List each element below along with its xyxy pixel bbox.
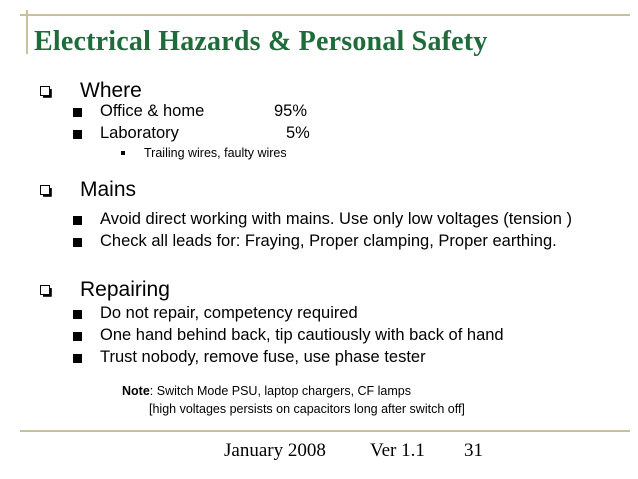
slide-title: Electrical Hazards & Personal Safety — [34, 26, 488, 57]
note-text: : Switch Mode PSU, laptop chargers, CF lamps — [149, 384, 411, 398]
note-detail: [high voltages persists on capacitors long after switch off] — [149, 402, 465, 416]
note-line — [122, 384, 411, 398]
footer-version: Ver 1.1 — [370, 440, 425, 461]
hollow-square-bullet-icon — [40, 86, 52, 98]
square-bullet-icon — [73, 130, 82, 139]
section-heading-repairing: Repairing — [80, 278, 170, 301]
footer-date: January 2008 — [224, 440, 326, 461]
list-item-trust-nobody: Trust nobody, remove fuse, use phase tester — [100, 348, 426, 366]
top-rule — [20, 14, 630, 16]
hollow-square-bullet-icon — [40, 185, 52, 197]
footer-page-number: 31 — [464, 440, 483, 461]
list-item-avoid-mains: Avoid direct working with mains. Use only low voltages (tension ) — [100, 210, 572, 228]
square-bullet-icon — [73, 354, 82, 363]
list-item-office-home — [100, 102, 340, 122]
item-value: 5% — [286, 124, 310, 142]
section-heading-where: Where — [80, 79, 142, 102]
list-item-check-leads: Check all leads for: Fraying, Proper clamping, Proper earthing. — [100, 232, 557, 250]
list-item-laboratory — [100, 124, 340, 144]
square-bullet-icon — [73, 238, 82, 247]
section-heading-mains: Mains — [80, 178, 137, 201]
item-label: Office & home — [100, 102, 205, 120]
square-bullet-icon — [73, 310, 82, 319]
left-rule — [26, 10, 28, 54]
hollow-square-bullet-icon — [40, 285, 52, 297]
note-label: Note — [122, 384, 150, 398]
item-value: 95% — [274, 102, 308, 120]
bottom-rule — [20, 430, 630, 432]
item-label: Laboratory — [100, 124, 179, 142]
list-item-one-hand: One hand behind back, tip cautiously with back of hand — [100, 326, 504, 344]
square-bullet-icon — [73, 332, 82, 341]
small-bullet-icon — [121, 151, 125, 155]
square-bullet-icon — [73, 216, 82, 225]
sub-item-trailing-wires: Trailing wires, faulty wires — [144, 146, 287, 160]
list-item-do-not-repair: Do not repair, competency required — [100, 304, 358, 322]
square-bullet-icon — [73, 108, 82, 117]
